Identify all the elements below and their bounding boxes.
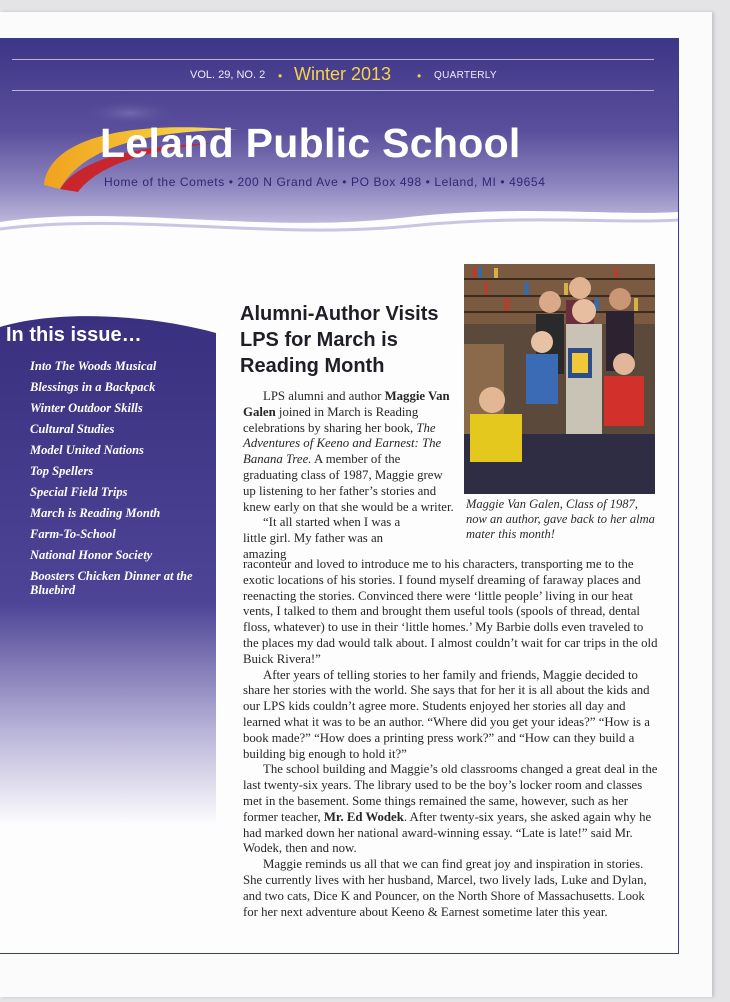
list-item: Cultural Studies — [30, 422, 115, 436]
body-text: LPS alumni and author — [263, 389, 385, 403]
list-item: Model United Nations — [30, 443, 144, 457]
school-name: Leland Public School — [100, 120, 521, 166]
volume-number: VOL. 29, NO. 2 — [190, 69, 266, 81]
masthead-wave — [0, 204, 678, 264]
sidebar-title: In this issue… — [6, 324, 142, 346]
list-item: Winter Outdoor Skills — [30, 401, 143, 415]
separator-dot: • — [417, 69, 422, 83]
teacher-name: Mr. Ed Wodek — [323, 809, 404, 824]
body-text: . After twenty-six years, she asked again why he had marked down her national award-winning essay. “Late is late!” said Mr. Wodek, then and now. — [243, 809, 652, 856]
list-item: Boosters Chicken Dinner at the Bluebird — [30, 569, 193, 597]
quote-start: “It all started when I was a little girl. My father was an amazing — [243, 515, 401, 561]
list-item: Top Spellers — [30, 464, 94, 478]
newsletter-page — [0, 12, 712, 997]
body-text: joined in March is Reading celebrations by sharing her book, — [243, 404, 419, 435]
list-item: Blessings in a Backpack — [30, 380, 156, 394]
book-title: The Adventures of Keeno and Earnest: The Banana Tree. — [243, 420, 442, 467]
article-headline: Alumni-Author Visits LPS for March is Reading Month — [240, 303, 439, 377]
photo-caption: Maggie Van Galen, Class of 1987, now an author, gave back to her alma mater this month! — [466, 497, 655, 541]
article-intro — [243, 389, 455, 563]
article-photo — [464, 264, 655, 494]
paragraph-closing: Maggie reminds us all that we can find great joy and inspiration in stories. She currently lives with her husband, Marcel, two lively lads, Luke and Dylan, and two cats, Dice K and Pouncer, on the North Shore of Massachusetts. Look for her next adventure about Keeno & Earnest sometime later this year. — [243, 857, 647, 919]
paragraph-school-changes — [243, 762, 661, 857]
paragraph-sharing-stories: After years of telling stories to her family and friends, Maggie decided to share her stories with the world. She says that for her it is all about the kids and our LPS kids couldn’t agree more. Students enjoyed her stories all day and learned what it was to be an author. “Where did you get your ideas?” “How is a book made?” “How does a printing press work?” and “How can they build a building big enough to hold it?” — [243, 667, 650, 761]
list-item: Special Field Trips — [30, 485, 128, 499]
author-name: Maggie Van Galen — [243, 389, 450, 419]
list-item: Into The Woods Musical — [30, 359, 157, 373]
article-body — [243, 557, 661, 920]
list-item: National Honor Society — [30, 548, 153, 562]
list-item: Farm-To-School — [30, 527, 116, 541]
issue-contents-list — [30, 359, 210, 604]
issue-season: Winter 2013 — [294, 64, 392, 84]
list-item: March is Reading Month — [30, 506, 161, 520]
separator-dot: • — [278, 69, 283, 83]
body-text: A member of the graduating class of 1987, Maggie grew up listening to her father’s stories and knew early on that she would be a writer. — [243, 452, 454, 514]
school-address: Home of the Comets • 200 N Grand Ave • PO Box 498 • Leland, MI • 49654 — [104, 175, 546, 189]
issue-frequency: QUARTERLY — [434, 70, 497, 81]
body-text: The school building and Maggie’s old classrooms changed a great deal in the last twenty-six years. The library used to be the boy’s locker room and classes met in the basement. Some things remained the same, however, such as her former teacher, — [243, 762, 658, 824]
quote-continued: raconteur and loved to introduce me to his characters, transporting me to the exotic locations of his stories. I found myself dreaming of faraway places and reenacting the stories. Convinced there were ‘little people’ living in our heat vents, I talked to them and brought them useful tools (spools of thread, dental floss, whatever) to use in their ‘little homes.’ My Barbie dolls even traveled to the places my dad would talk about. I almost couldn’t wait for car trips in the old Buick Rivera!” — [243, 557, 658, 666]
